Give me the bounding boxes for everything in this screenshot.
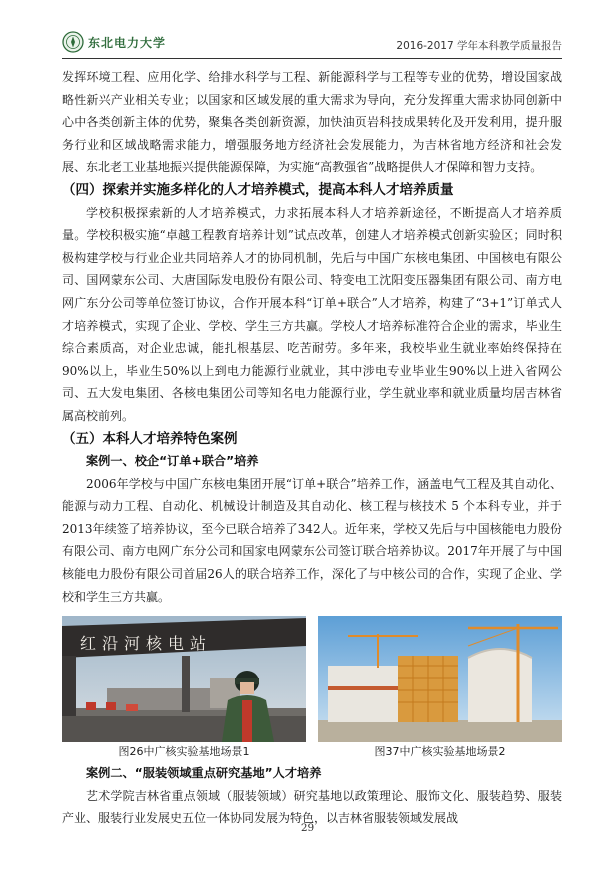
page-number: 29 xyxy=(300,822,315,834)
university-seal-icon xyxy=(62,31,84,53)
section4-body: 学校积极探索新的人才培养模式，力求拓展本科人才培养新途径，不断提高人才培养质量。学校积极实施“卓越工程教育培养计划”试点改革，创建人才培养模式创新实验区；同时积极构建学校与行业企业共同培养人才的协同机制，先后与中国广东核电集团、中国核电有限公司、国网蒙东公司、大唐国际发电股份有限公司、特变电工沈阳变压器集团有限公司、南方电网广东分公司等单位签订协议，合作开展本科“订单+联合”人才培养，构建了“3+1”订单式人才培养模式，实现了企业、学校、学生三方共赢。学校人才培养标准符合企业的需求，毕业生综合素质高，对企业忠诚，能扎根基层、吃苦耐劳。多年来，我校毕业生就业率始终保持在90%以上，毕业生50%以上到电力能源行业就业，其中涉电专业毕业生90%以上进入省网公司、五大发电集团、各核电集团公司等知名电力能源行业，学生就业率和就业质量均居吉林省属高校前列。 xyxy=(62,205,562,423)
gate-sign-text: 红沿河核电站 xyxy=(80,634,213,654)
case1-body: 2006年学校与中国广东核电集团开展“订单+联合”培养工作，涵盖电气工程及其自动化、能源与动力工程、自动化、机械设计制造及其自动化、核工程与核技术 5 个本科专业，并于2013年续签了培养协议，至今已联合培养了342人。近年来，学校又先后与中国核能电力股份有限公司、南方电网广东分公司和国家电网蒙东公司签订联合培养协议。2017年开展了与中国核能电力股份有限公司首届26人的联合培养工作，深化了与中核公司的合作，实现了企业、学校和学生三方共赢。 xyxy=(62,476,562,604)
report-title: 2016-2017 学年本科教学质量报告 xyxy=(396,40,562,52)
nuclear-gate-photo xyxy=(62,616,306,742)
section4-heading: （四）探索并实施多样化的人才培养模式，提高本科人才培养质量 xyxy=(62,181,454,198)
page-content xyxy=(62,66,562,830)
section5-heading: （五）本科人才培养特色案例 xyxy=(62,430,238,447)
figure-26-caption: 图26中广核实验基地场景1 xyxy=(118,745,250,759)
case1-heading: 案例一、校企“订单+联合”培养 xyxy=(86,454,259,469)
case2-body: 艺术学院吉林省重点领域（服装领域）研究基地以政策理论、服饰文化、服装趋势、服装产业、服装行业发展史五位一体协同发展为特色，以吉林省服装领域发展战 xyxy=(62,788,562,826)
construction-site-photo xyxy=(318,616,562,742)
intro-paragraph: 发挥环境工程、应用化学、给排水科学与工程、新能源科学与工程等专业的优势，增设国家战略性新兴产业相关专业；以国家和区域发展的重大需求为导向，充分发挥重大需求协同创新中心中各类创新主体的优势，聚集各类创新资源，加快油页岩科技成果转化及开发利用，提升服务行业和区域战略需求能力，增强服务地方经济社会发展能力，为吉林省地方经济和社会发展、东北老工业基地振兴提供能源保障，为实施“高教强省”战略提供人才保障和智力支持。 xyxy=(62,70,562,175)
figure-row xyxy=(62,616,562,760)
figure-37 xyxy=(318,616,562,760)
figure-26 xyxy=(62,616,306,760)
figure-37-caption: 图37中广核实验基地场景2 xyxy=(374,745,506,759)
case2-heading: 案例二、“服装领域重点研究基地”人才培养 xyxy=(86,766,322,781)
page-header xyxy=(62,24,562,59)
university-logo xyxy=(62,28,166,56)
logo-text: 东北电力大学 xyxy=(88,35,167,50)
